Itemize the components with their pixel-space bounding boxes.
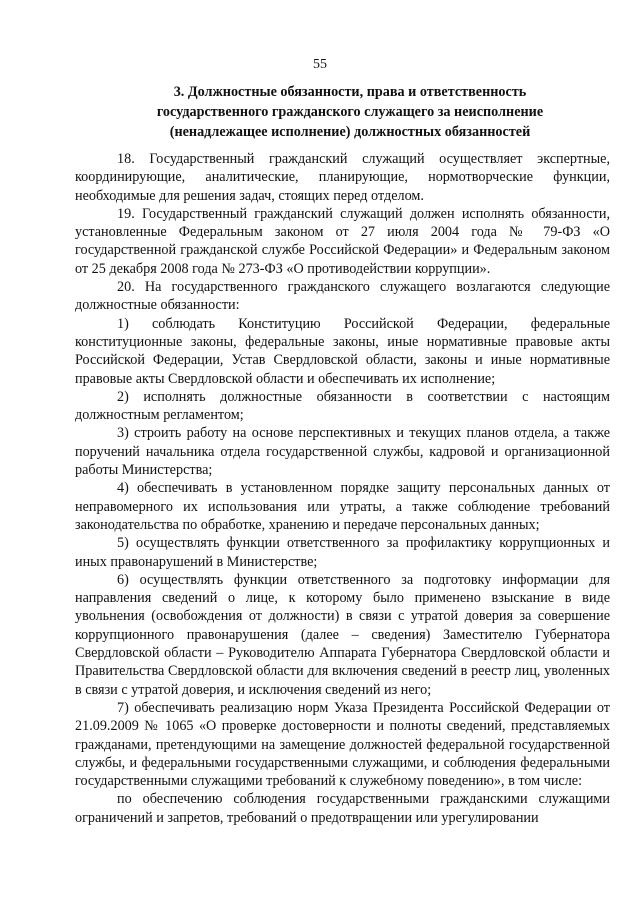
duty-item-3: 3) строить работу на основе перспективных и текущих планов отдела, а также поручений начальника отдела государственной службы, кадровой и организационной работы Министерства; [75,425,610,479]
section-title-line: (ненадлежащее исполнение) должностных обязанностей [169,124,531,140]
paragraph-18: 18. Государственный гражданский служащий осуществляет экспертные, координирующие, аналитические, планирующие, нормотворческие функции, необходимые для решения задач, стоящих перед отделом. [75,151,610,204]
section-title [75,82,625,142]
duty-item-2: 2) исполнять должностные обязанности в соответствии с настоящим должностным регламентом; [75,388,610,424]
duty-item-6: 6) осуществлять функции ответственного за подготовку информации для направления сведений о лице, к которому было применено взыскание в виде увольнения (освобождения от должности) в связи с утратой доверия за совершение коррупционного правонарушения (далее – сведения) Заместителю Губернатора Свердловской области – Руководителю Аппарата Губернатора Свердловской области и Правительства Свердловской области для включения сведений в реестр лиц, уволенных в связи с утратой доверия, и исключения сведений из него; [75,571,610,698]
duty-item-7: 7) обеспечивать реализацию норм Указа Президента Российской Федерации от 21.09.2009 № 1065 «О проверке достоверности и полноты сведений, представляемых гражданами, претендующими на замещение должностей федеральной государственной службы, и федеральными государственными служащими, и соблюдения федеральными государственными служащими требований к служебному поведению», в том числе: [75,699,610,790]
body-text [75,150,610,827]
section-title-line: государственного гражданского служащего за неисполнение [156,104,544,120]
section-title-line: 3. Должностные обязанности, права и ответственность [173,84,527,100]
paragraph-19: 19. Государственный гражданский служащий должен исполнять обязанности, установленные Федеральным законом от 27 июля 2004 года № 79-ФЗ «О государственной гражданской службе Российской Федерации» и Федеральным законом от 25 декабря 2008 года № 273-ФЗ «О противодействии коррупции». [75,205,610,277]
page-number: 55 [313,57,327,72]
duty-item-5: 5) осуществлять функции ответственного за профилактику коррупционных и иных правонарушений в Министерстве; [75,535,610,570]
paragraph-20: 20. На государственного гражданского служащего возлагаются следующие должностные обязанности: [75,279,610,314]
duty-subitem: по обеспечению соблюдения государственными гражданскими служащими ограничений и запретов, требований о предотвращении или урегулировании [75,791,610,826]
duty-item-4: 4) обеспечивать в установленном порядке защиту персональных данных от неправомерного их использования или утраты, а также соблюдение требований законодательства по обработке, хранению и передаче персональных данных; [75,480,610,533]
duty-item-1: 1) соблюдать Конституцию Российской Федерации, федеральные конституционные законы, федеральные законы, иные нормативные правовые акты Российской Федерации, Устав Свердловской области, законы и иные нормативные правовые акты Свердловской области и обеспечивать их исполнение; [75,315,610,387]
